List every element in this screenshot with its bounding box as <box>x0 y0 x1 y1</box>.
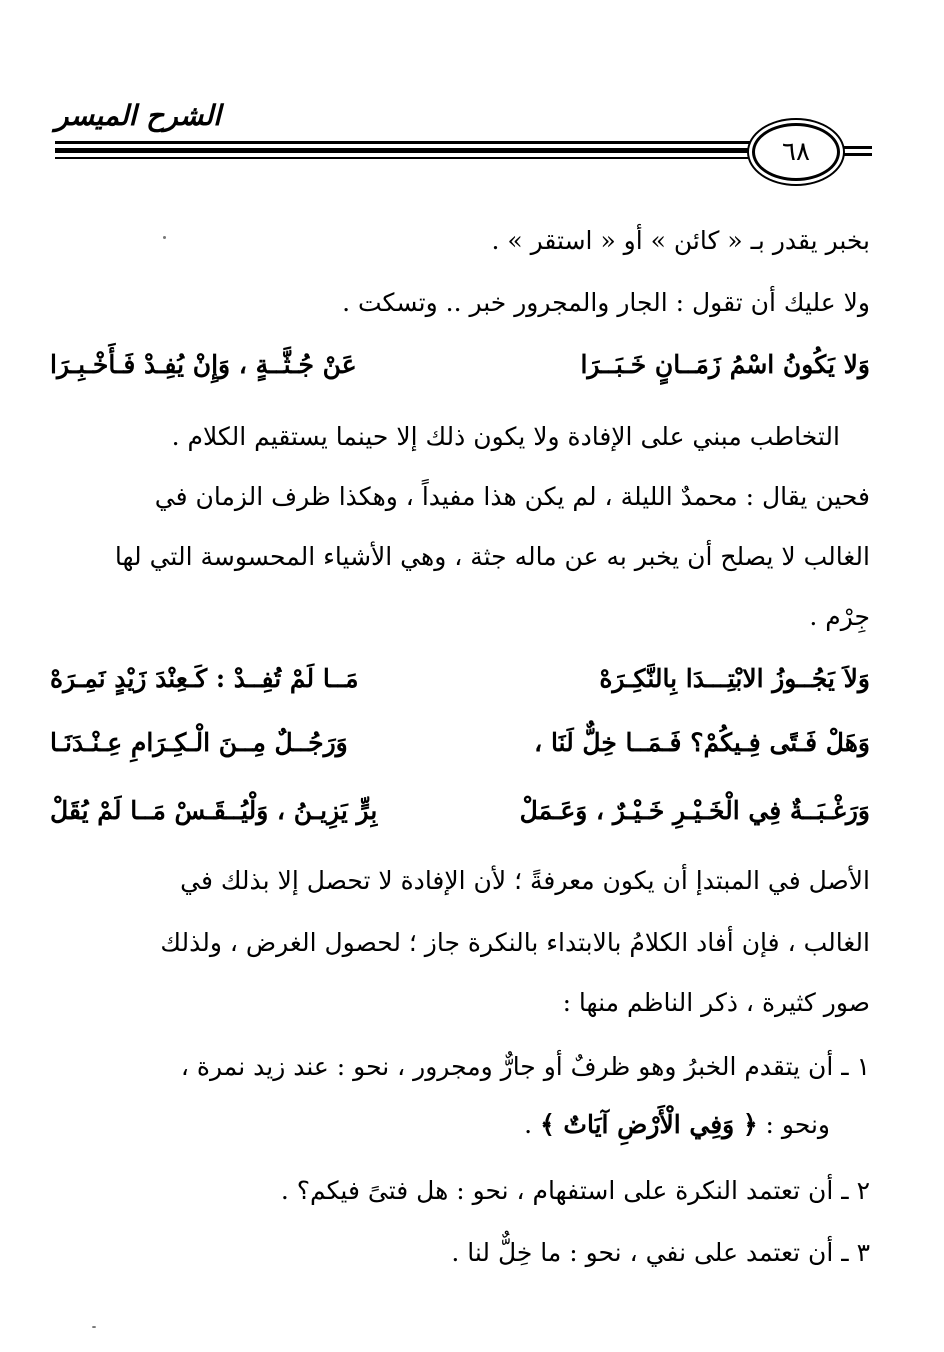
verse-line-1 <box>50 350 870 386</box>
text-line-2: ولا عليك أن تقول : الجار والمجرور خبر .. وتسكت . <box>342 288 870 317</box>
verse-4-first-hemistich: وَرَغْـبَــةٌ فِي الْخَـيْـرِ خَـيْـرٌ ، وَعَـمَلْ <box>519 796 870 825</box>
text-line-8: الغالب ، فإن أفاد الكلامُ بالابتداء بالنكرة جاز ؛ لحصول الغرض ، ولذلك <box>160 928 870 957</box>
list-item-1: ١ ـ أن يتقدم الخبرُ وهو ظرفٌ أو جارٌّ ومجرور ، نحو : عند زيد نمرة ، <box>180 1052 870 1081</box>
verse-3-second-hemistich: وَرَجُــلٌ مِــنَ الْـكِـرَامِ عِـنْـدَنَـا <box>50 728 348 757</box>
page-number: ٦٨ <box>752 123 840 181</box>
example-suffix: . <box>524 1110 541 1139</box>
verse-1-second-hemistich: عَنْ جُـثَّــةٍ ، وَإِنْ يُفِـدْ فَـأَخْـبِـرَا <box>50 350 357 379</box>
text-line-9: صور كثيرة ، ذكر الناظم منها : <box>562 988 870 1017</box>
example-prefix: ونحو : <box>757 1110 830 1139</box>
header-rule-right-bottom <box>842 153 872 156</box>
text-line-4: فحين يقال : محمدٌ الليلة ، لم يكن هذا مفيداً ، وهكذا ظرف الزمان في <box>154 482 870 511</box>
text-line-1: بخبر يقدر بـ « كائن » أو « استقر » . <box>491 226 870 255</box>
verse-2-second-hemistich: مَــا لَمْ تُفِــدْ : كَـعِنْدَ زَيْدٍ نَمِـرَهْ <box>50 664 359 693</box>
scan-speck <box>163 236 166 239</box>
header-rule-bottom <box>55 157 750 159</box>
verse-line-4 <box>50 796 870 832</box>
list-item-1-example <box>50 1110 830 1139</box>
verse-2-first-hemistich: وَلاَ يَجُــوزُ الابْتِـــدَا بِالنَّكِـرَهْ <box>599 664 870 693</box>
text-line-3: التخاطب مبني على الإفادة ولا يكون ذلك إلا حينما يستقيم الكلام . <box>171 422 840 451</box>
header-rule-right-top <box>842 146 872 149</box>
text-line-6: جِرْم . <box>809 602 870 631</box>
text-line-5: الغالب لا يصلح أن يخبر به عن ماله جثة ، وهي الأشياء المحسوسة التي لها <box>114 542 870 571</box>
list-item-3: ٣ ـ أن تعتمد على نفي ، نحو : ما خِلٌّ لنا . <box>451 1238 870 1267</box>
verse-line-3 <box>50 728 870 764</box>
list-item-2: ٢ ـ أن تعتمد النكرة على استفهام ، نحو : هل فتىً فيكم؟ . <box>280 1176 870 1205</box>
verse-1-first-hemistich: وَلا يَكُونُ اسْمُ زَمَــانٍ خَـبَــرَا <box>580 350 870 379</box>
text-line-7: الأصل في المبتدإ أن يكون معرفةً ؛ لأن الإفادة لا تحصل إلا بذلك في <box>180 866 870 895</box>
scan-speck <box>92 1326 96 1328</box>
running-header-title: الشرح الميسر <box>55 99 221 132</box>
verse-line-2 <box>50 664 870 700</box>
verse-3-first-hemistich: وَهَلْ فَـتًى فِـيكُمْ؟ فَـمَــا خِلٌّ لَنَا ، <box>534 728 870 757</box>
quran-quote: ﴿ وَفِي الْأَرْضِ آيَاتٌ ﴾ <box>540 1110 758 1139</box>
header-rule-middle <box>55 148 750 153</box>
header-rule-top <box>55 141 750 144</box>
verse-4-second-hemistich: بِرٍّ يَزِيـنُ ، وَلْيُــقَـسْ مَــا لَمْ يُقَلْ <box>50 796 378 825</box>
